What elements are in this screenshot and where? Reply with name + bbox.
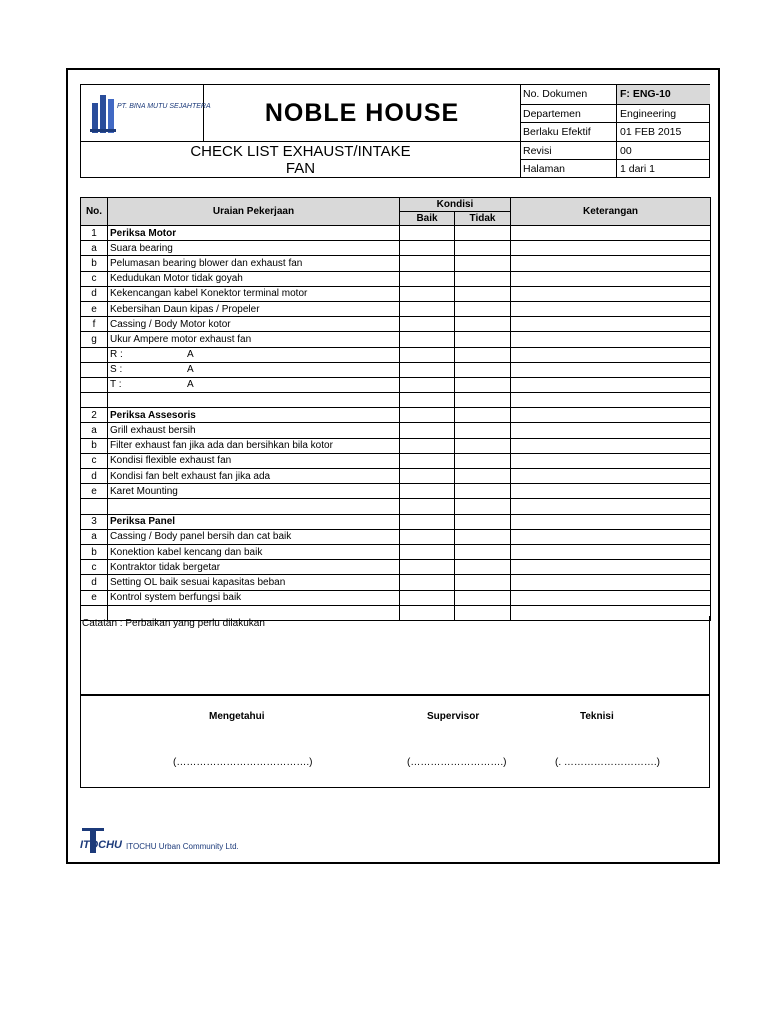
keterangan-cell[interactable] [511, 317, 711, 332]
row-description: Konektion kabel kencang dan baik [108, 544, 400, 559]
row-number: a [81, 241, 108, 256]
meta-value: Engineering [616, 105, 710, 123]
signature-line-teknisi: (. ……………………….) [555, 757, 660, 768]
baik-cell[interactable] [400, 408, 455, 423]
row-number [81, 362, 108, 377]
table-row [81, 438, 711, 453]
col-header-description: Uraian Pekerjaan [108, 198, 400, 226]
table-row [81, 529, 711, 544]
baik-cell[interactable] [400, 453, 455, 468]
tidak-cell[interactable] [455, 271, 511, 286]
row-number [81, 499, 108, 514]
subtitle-line-1: CHECK LIST EXHAUST/INTAKE [190, 143, 411, 160]
tidak-cell[interactable] [455, 575, 511, 590]
row-description: Pelumasan bearing blower dan exhaust fan [108, 256, 400, 271]
keterangan-cell[interactable] [511, 560, 711, 575]
ampere-unit: A [187, 364, 194, 376]
row-description [108, 393, 400, 408]
signature-label-teknisi: Teknisi [580, 711, 614, 722]
signature-section [80, 695, 710, 788]
row-description [108, 347, 400, 362]
row-number: c [81, 560, 108, 575]
signature-label-supervisor: Supervisor [427, 711, 480, 722]
tidak-cell[interactable] [455, 469, 511, 484]
tidak-cell[interactable] [455, 377, 511, 392]
row-number: d [81, 575, 108, 590]
keterangan-cell[interactable] [511, 393, 711, 408]
baik-cell[interactable] [400, 438, 455, 453]
row-description: Kedudukan Motor tidak goyah [108, 271, 400, 286]
phase-label: T : [110, 379, 122, 391]
meta-key: Halaman [523, 163, 566, 176]
baik-cell[interactable] [400, 590, 455, 605]
row-number: c [81, 271, 108, 286]
table-row [81, 453, 711, 468]
row-number: b [81, 256, 108, 271]
tidak-cell[interactable] [455, 560, 511, 575]
meta-key: Departemen [523, 107, 581, 120]
baik-cell[interactable] [400, 362, 455, 377]
baik-cell[interactable] [400, 332, 455, 347]
row-description: Kebersihan Daun kipas / Propeler [108, 301, 400, 316]
footer-brand: ITOCHU [80, 839, 122, 851]
tidak-cell[interactable] [455, 362, 511, 377]
document-meta [521, 85, 710, 178]
row-number: g [81, 332, 108, 347]
baik-cell[interactable] [400, 575, 455, 590]
table-row [81, 332, 711, 347]
baik-cell[interactable] [400, 347, 455, 362]
keterangan-cell[interactable] [511, 408, 711, 423]
row-description: Kondisi flexible exhaust fan [108, 453, 400, 468]
row-number: c [81, 453, 108, 468]
notes-section [80, 616, 710, 695]
table-row [81, 499, 711, 514]
keterangan-cell[interactable] [511, 241, 711, 256]
meta-value: 00 [616, 142, 710, 160]
signature-line-mengetahui: (………………………………….) [173, 757, 313, 768]
table-row [81, 408, 711, 423]
signature-line-supervisor: (……………………….) [407, 757, 507, 768]
tidak-cell[interactable] [455, 332, 511, 347]
keterangan-cell[interactable] [511, 453, 711, 468]
building-logo-icon [89, 89, 119, 137]
baik-cell[interactable] [400, 529, 455, 544]
col-header-no: No. [81, 198, 108, 226]
baik-cell[interactable] [400, 226, 455, 241]
row-description: Ukur Ampere motor exhaust fan [108, 332, 400, 347]
form-subtitle [81, 141, 521, 178]
row-description [108, 362, 400, 377]
col-header-keterangan: Keterangan [511, 198, 711, 226]
meta-key: Berlaku Efektif [523, 126, 591, 139]
notes-label: Catatan : Perbaikan yang perlu dilakukan [82, 618, 265, 629]
row-description: Setting OL baik sesuai kapasitas beban [108, 575, 400, 590]
keterangan-cell[interactable] [511, 575, 711, 590]
keterangan-cell[interactable] [511, 484, 711, 499]
keterangan-cell[interactable] [511, 226, 711, 241]
row-number: b [81, 438, 108, 453]
baik-cell[interactable] [400, 423, 455, 438]
row-description: Kondisi fan belt exhaust fan jika ada [108, 469, 400, 484]
table-row [81, 256, 711, 271]
ampere-unit: A [187, 349, 194, 361]
phase-label: S : [110, 364, 123, 376]
baik-cell[interactable] [400, 514, 455, 529]
row-number: a [81, 529, 108, 544]
baik-cell[interactable] [400, 544, 455, 559]
meta-value: 01 FEB 2015 [616, 123, 710, 141]
keterangan-cell[interactable] [511, 377, 711, 392]
baik-cell[interactable] [400, 499, 455, 514]
keterangan-cell[interactable] [511, 423, 711, 438]
row-number: e [81, 484, 108, 499]
keterangan-cell[interactable] [511, 347, 711, 362]
keterangan-cell[interactable] [511, 438, 711, 453]
baik-cell[interactable] [400, 301, 455, 316]
baik-cell[interactable] [400, 241, 455, 256]
col-header-tidak: Tidak [455, 212, 511, 226]
col-header-baik: Baik [400, 212, 455, 226]
row-description: Periksa Panel [108, 514, 400, 529]
table-row [81, 226, 711, 241]
keterangan-cell[interactable] [511, 332, 711, 347]
table-row [81, 544, 711, 559]
tidak-cell[interactable] [455, 529, 511, 544]
row-number: 1 [81, 226, 108, 241]
row-number: 3 [81, 514, 108, 529]
tidak-cell[interactable] [455, 408, 511, 423]
checklist-form [66, 68, 720, 864]
row-number: b [81, 544, 108, 559]
subtitle-line-2: FAN [285, 160, 316, 177]
baik-cell[interactable] [400, 286, 455, 301]
keterangan-cell[interactable] [511, 286, 711, 301]
baik-cell[interactable] [400, 271, 455, 286]
keterangan-cell[interactable] [511, 301, 711, 316]
keterangan-cell[interactable] [511, 514, 711, 529]
table-row [81, 484, 711, 499]
table-row [81, 590, 711, 605]
row-description: Cassing / Body Motor kotor [108, 317, 400, 332]
meta-row [521, 141, 710, 160]
row-description [108, 377, 400, 392]
keterangan-cell[interactable] [511, 362, 711, 377]
baik-cell[interactable] [400, 256, 455, 271]
tidak-cell[interactable] [455, 241, 511, 256]
row-description: Kontraktor tidak bergetar [108, 560, 400, 575]
tidak-cell[interactable] [455, 347, 511, 362]
checklist-table [80, 197, 711, 621]
tidak-cell[interactable] [455, 590, 511, 605]
ampere-unit: A [187, 379, 194, 391]
keterangan-cell[interactable] [511, 544, 711, 559]
table-row [81, 514, 711, 529]
meta-row [521, 122, 710, 141]
keterangan-cell[interactable] [511, 271, 711, 286]
tidak-cell[interactable] [455, 301, 511, 316]
row-description: Kekencangan kabel Konektor terminal motor [108, 286, 400, 301]
page-title: NOBLE HOUSE [204, 85, 521, 141]
meta-key: Revisi [523, 144, 552, 157]
baik-cell[interactable] [400, 484, 455, 499]
tidak-cell[interactable] [455, 393, 511, 408]
table-row [81, 271, 711, 286]
row-number [81, 377, 108, 392]
keterangan-cell[interactable] [511, 469, 711, 484]
row-description [108, 499, 400, 514]
meta-row [521, 104, 710, 123]
table-row [81, 393, 711, 408]
company-logo [81, 85, 211, 141]
meta-row [521, 85, 710, 104]
tidak-cell[interactable] [455, 286, 511, 301]
row-description: Cassing / Body panel bersih dan cat baik [108, 529, 400, 544]
row-number: d [81, 286, 108, 301]
keterangan-cell[interactable] [511, 590, 711, 605]
table-row [81, 575, 711, 590]
row-number [81, 393, 108, 408]
tidak-cell[interactable] [455, 317, 511, 332]
tidak-cell[interactable] [455, 499, 511, 514]
baik-cell[interactable] [400, 377, 455, 392]
meta-value: 1 dari 1 [616, 160, 710, 178]
row-description: Periksa Assesoris [108, 408, 400, 423]
table-row [81, 241, 711, 256]
tidak-cell[interactable] [455, 438, 511, 453]
row-description: Suara bearing [108, 241, 400, 256]
table-row [81, 469, 711, 484]
keterangan-cell[interactable] [511, 499, 711, 514]
table-row [81, 301, 711, 316]
row-description: Karet Mounting [108, 484, 400, 499]
row-number: e [81, 590, 108, 605]
row-number: a [81, 423, 108, 438]
table-row [81, 423, 711, 438]
tidak-cell[interactable] [455, 423, 511, 438]
keterangan-cell[interactable] [511, 529, 711, 544]
table-row [81, 286, 711, 301]
form-header [80, 84, 710, 178]
company-name: PT. BINA MUTU SEJAHTERA [117, 103, 211, 110]
row-number [81, 347, 108, 362]
baik-cell[interactable] [400, 393, 455, 408]
baik-cell[interactable] [400, 560, 455, 575]
col-header-kondisi: Kondisi [400, 198, 511, 212]
row-description: Periksa Motor [108, 226, 400, 241]
row-description: Kontrol system berfungsi baik [108, 590, 400, 605]
row-number: e [81, 301, 108, 316]
tidak-cell[interactable] [455, 514, 511, 529]
meta-row [521, 159, 710, 178]
table-row [81, 362, 711, 377]
row-description: Grill exhaust bersih [108, 423, 400, 438]
row-number: f [81, 317, 108, 332]
row-number: d [81, 469, 108, 484]
tidak-cell[interactable] [455, 453, 511, 468]
keterangan-cell[interactable] [511, 256, 711, 271]
tidak-cell[interactable] [455, 226, 511, 241]
table-row [81, 347, 711, 362]
signature-label-mengetahui: Mengetahui [209, 711, 265, 722]
tidak-cell[interactable] [455, 256, 511, 271]
baik-cell[interactable] [400, 469, 455, 484]
tidak-cell[interactable] [455, 544, 511, 559]
footer-company: ITOCHU Urban Community Ltd. [126, 842, 239, 851]
baik-cell[interactable] [400, 317, 455, 332]
table-row [81, 560, 711, 575]
meta-value: F: ENG-10 [616, 85, 710, 104]
row-description: Filter exhaust fan jika ada dan bersihkan bila kotor [108, 438, 400, 453]
table-row [81, 377, 711, 392]
row-number: 2 [81, 408, 108, 423]
table-row [81, 317, 711, 332]
meta-key: No. Dokumen [523, 88, 588, 100]
phase-label: R : [110, 349, 123, 361]
tidak-cell[interactable] [455, 484, 511, 499]
